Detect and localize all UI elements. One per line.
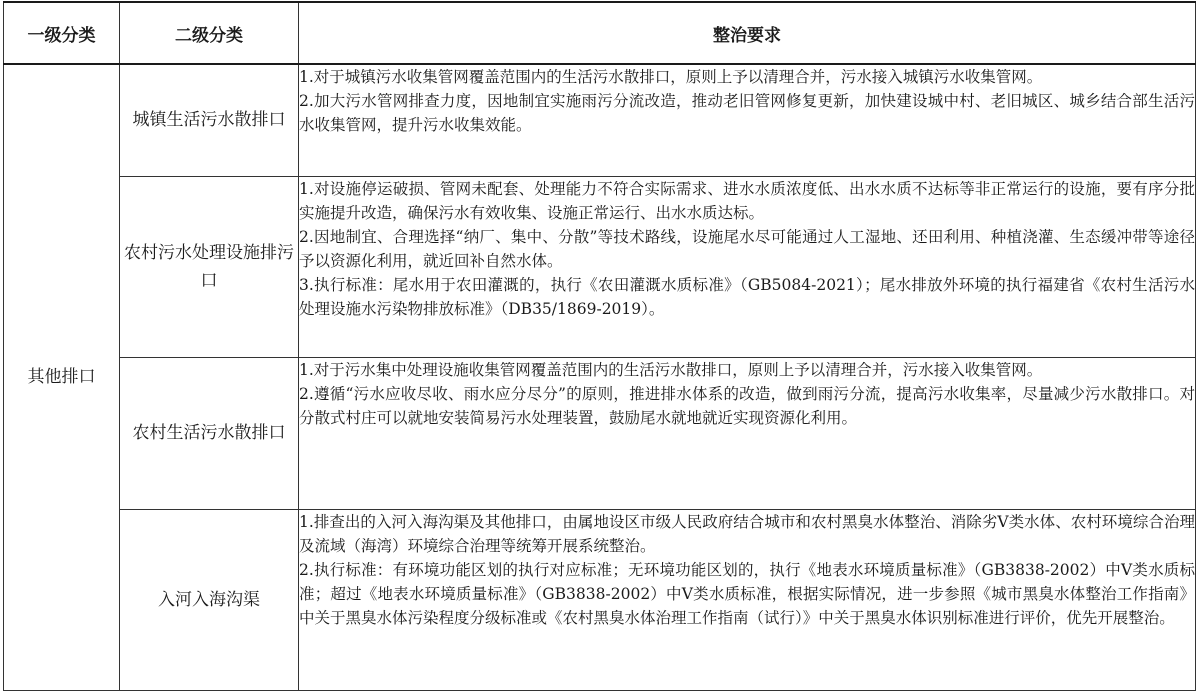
table-header-row [4, 2, 1196, 64]
requirement-item: 1.对设施停运破损、管网未配套、处理能力不符合实际需求、进水水质浓度低、出水水质不达标等非正常运行的设施，要有序分批实施提升改造，确保污水有效收集、设施正常运行、出水水质达标。 [299, 179, 1195, 222]
level1-category-cell: 其他排口 [4, 64, 120, 690]
requirements-cell [299, 64, 1196, 176]
requirements-cell [299, 357, 1196, 509]
requirement-item: 2.加大污水管网排查力度，因地制宜实施雨污分流改造，推动老旧管网修复更新，加快建设城中村、老旧城区、城乡结合部生活污水收集管网，提升污水收集效能。 [299, 92, 1195, 134]
level2-category-cell: 入河入海沟渠 [120, 509, 299, 690]
table-row [4, 176, 1196, 357]
requirement-item: 2.执行标准：有环境功能区划的执行对应标准；无环境功能区划的，执行《地表水环境质量标准》（GB3838-2002）中Ⅴ类水质标准；超过《地表水环境质量标准》（GB3838-2002）中Ⅴ类水质标准，根据实际情况，进一步参照《城市黑臭水体整治工作指南》中关于黑臭水体污染程度分级标准或《农村黑臭水体治理工作指南（试行）》中关于黑臭水体识别标准进行评价，优先开展整治。 [299, 560, 1195, 627]
requirements-cell [299, 176, 1196, 357]
header-requirements: 整治要求 [299, 2, 1196, 64]
level2-category-cell: 农村污水处理设施排污口 [120, 176, 299, 357]
requirement-item: 3.执行标准：尾水用于农田灌溉的，执行《农田灌溉水质标准》（GB5084-2021）；尾水排放外环境的执行福建省《农村生活污水处理设施水污染物排放标准》（DB35/1869-2019）。 [299, 275, 1195, 318]
table-row [4, 64, 1196, 176]
table-row [4, 357, 1196, 509]
requirement-item: 1.对于污水集中处理设施收集管网覆盖范围内的生活污水散排口，原则上予以清理合并，污水接入收集管网。 [299, 360, 1043, 379]
requirement-item: 2.遵循“污水应收尽收、雨水应分尽分”的原则，推进排水体系的改造，做到雨污分流，提高污水收集率，尽量减少污水散排口。对分散式村庄可以就地安装简易污水处理装置，鼓励尾水就地就近实现资源化利用。 [299, 384, 1195, 427]
requirement-item: 1.排查出的入河入海沟渠及其他排口，由属地设区市级人民政府结合城市和农村黑臭水体整治、消除劣Ⅴ类水体、农村环境综合治理及流域（海湾）环境综合治理等统筹开展系统整治。 [299, 512, 1195, 555]
level2-category-cell: 农村生活污水散排口 [120, 357, 299, 509]
requirements-cell [299, 509, 1196, 690]
requirement-item: 2.因地制宜、合理选择“纳厂、集中、分散”等技术路线，设施尾水尽可能通过人工湿地、还田利用、种植浇灌、生态缓冲带等途径予以资源化利用，就近回补自然水体。 [299, 227, 1195, 270]
regulation-sheet [3, 1, 1195, 691]
table-row [4, 509, 1196, 690]
requirement-item: 1.对于城镇污水收集管网覆盖范围内的生活污水散排口，原则上予以清理合并，污水接入城镇污水收集管网。 [299, 68, 1043, 86]
remediation-requirements-table [3, 1, 1196, 691]
header-level2-category: 二级分类 [120, 2, 299, 64]
level2-category-cell: 城镇生活污水散排口 [120, 64, 299, 176]
header-level1-category: 一级分类 [4, 2, 120, 64]
